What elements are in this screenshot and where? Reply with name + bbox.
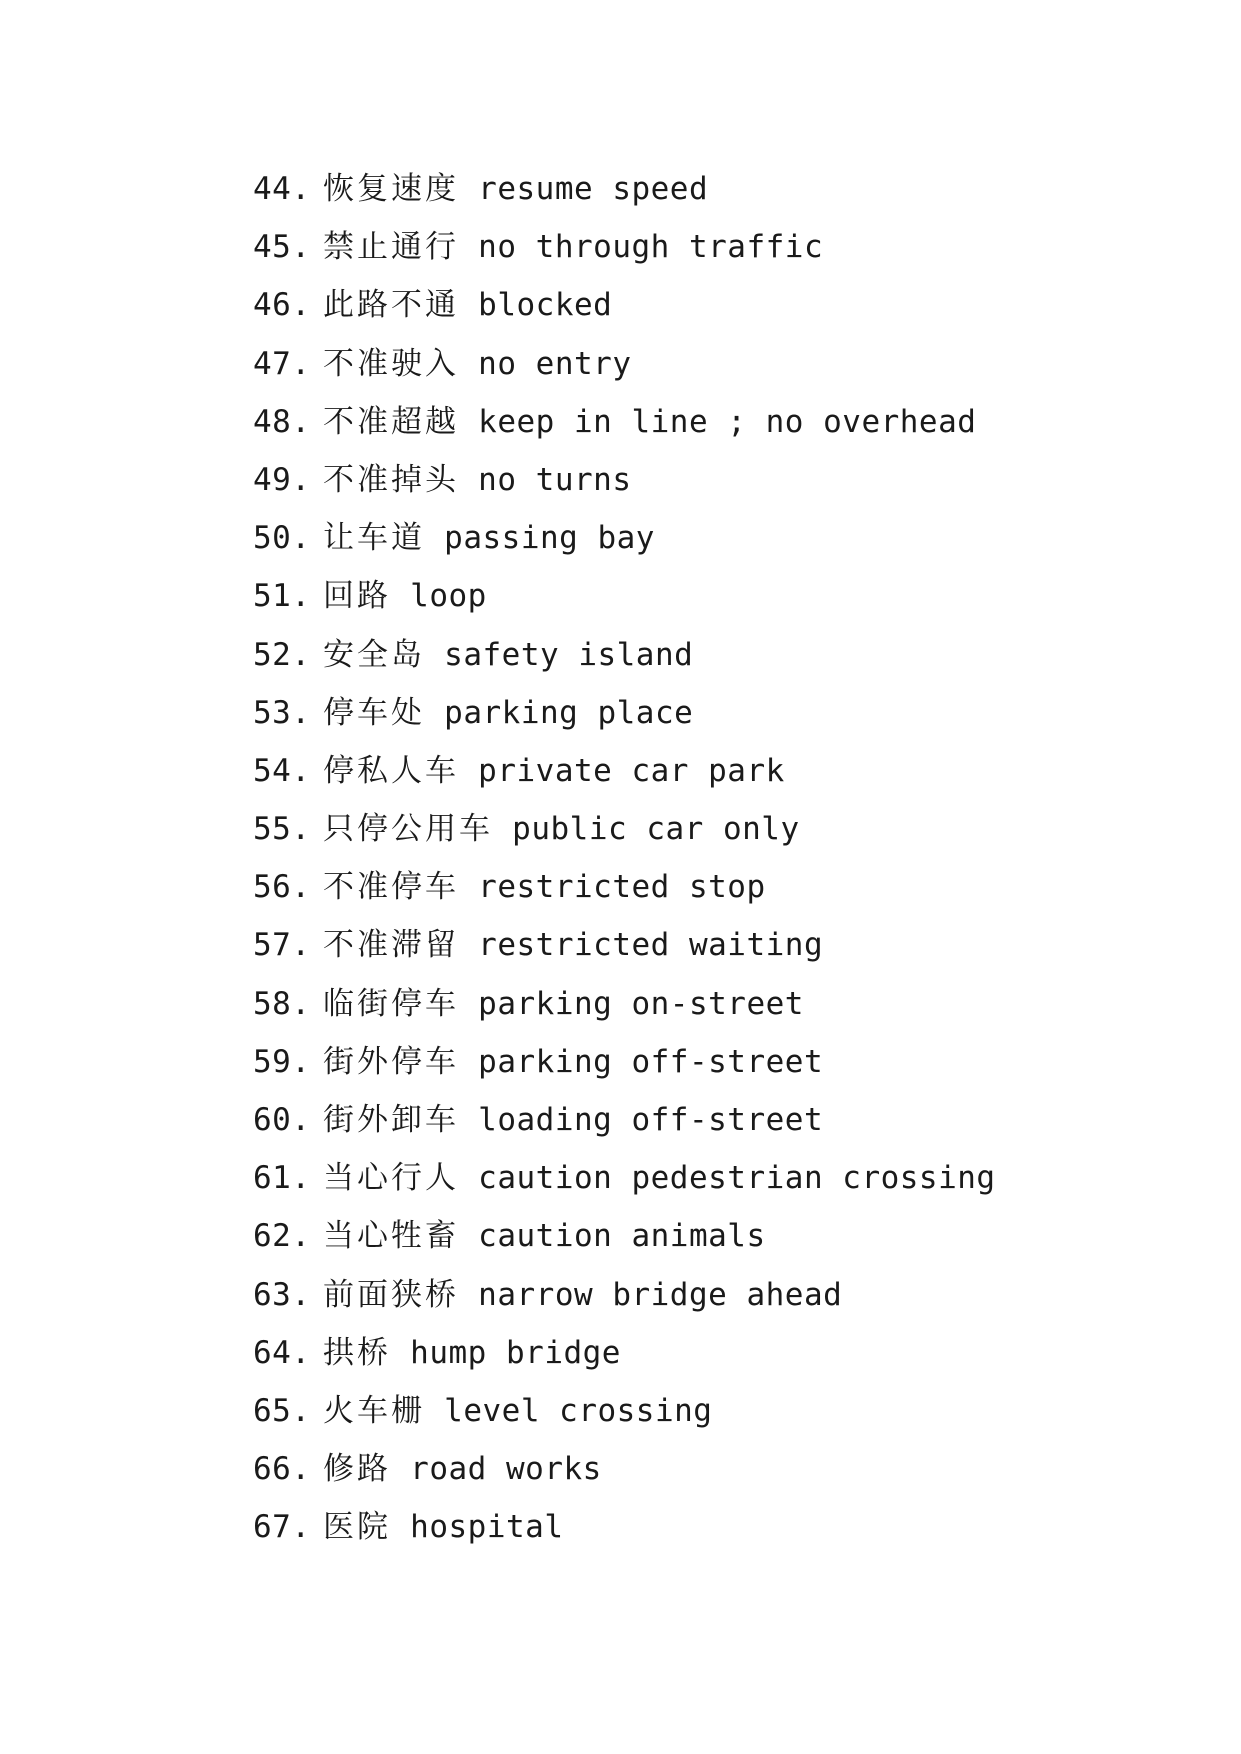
chinese-term: 临街停车	[323, 985, 459, 1022]
list-item	[253, 218, 996, 276]
item-number: 46.	[253, 287, 311, 324]
item-number: 63.	[253, 1276, 311, 1313]
item-number: 49.	[253, 461, 311, 498]
english-term: no through traffic	[478, 229, 824, 266]
item-number: 48.	[253, 403, 311, 440]
chinese-term: 街外卸车	[323, 1102, 459, 1138]
english-term: private car park	[478, 752, 785, 789]
list-item	[253, 1440, 996, 1498]
list-item	[253, 975, 996, 1033]
item-number: 44.	[253, 171, 311, 207]
list-item	[253, 800, 996, 858]
english-term: restricted stop	[478, 869, 766, 906]
list-item	[253, 742, 996, 800]
item-number: 54.	[253, 752, 311, 789]
english-term: parking place	[444, 694, 694, 731]
list-item	[253, 1033, 996, 1091]
item-number: 47.	[253, 345, 311, 382]
english-term: no entry	[478, 345, 632, 382]
chinese-term: 让车道	[323, 520, 425, 557]
item-number: 59.	[253, 1043, 311, 1080]
item-number: 61.	[253, 1160, 311, 1197]
glossary-list	[253, 160, 996, 1557]
item-number: 51.	[253, 578, 311, 615]
list-item	[253, 916, 996, 974]
english-term: narrow bridge ahead	[478, 1276, 843, 1313]
item-number: 67.	[253, 1509, 311, 1546]
chinese-term: 修路	[323, 1451, 391, 1488]
item-number: 45.	[253, 229, 311, 266]
english-term: restricted waiting	[478, 927, 824, 964]
chinese-term: 停私人车	[323, 752, 459, 789]
list-item	[253, 1266, 996, 1324]
english-term: keep in line ; no overhead	[478, 403, 977, 440]
chinese-term: 不准掉头	[323, 461, 459, 498]
english-term: parking off-street	[478, 1043, 824, 1080]
english-term: public car only	[512, 811, 800, 848]
chinese-term: 回路	[323, 578, 391, 615]
item-number: 56.	[253, 869, 311, 906]
item-number: 52.	[253, 636, 311, 673]
item-number: 60.	[253, 1102, 311, 1138]
chinese-term: 前面狭桥	[323, 1276, 459, 1313]
chinese-term: 不准滞留	[323, 927, 459, 964]
list-item	[253, 1498, 996, 1556]
english-term: loading off-street	[478, 1102, 824, 1138]
chinese-term: 当心行人	[323, 1160, 459, 1197]
list-item	[253, 858, 996, 916]
list-item	[253, 1149, 996, 1207]
list-item	[253, 276, 996, 334]
chinese-term: 禁止通行	[323, 229, 459, 266]
list-item	[253, 335, 996, 393]
english-term: caution pedestrian crossing	[478, 1160, 996, 1197]
english-term: loop	[410, 578, 487, 615]
english-term: resume speed	[478, 171, 709, 207]
chinese-term: 不准超越	[323, 403, 459, 440]
english-term: passing bay	[444, 520, 655, 557]
list-item	[253, 567, 996, 625]
item-number: 58.	[253, 985, 311, 1022]
chinese-term: 拱桥	[323, 1334, 391, 1371]
list-item	[253, 1207, 996, 1265]
item-number: 64.	[253, 1334, 311, 1371]
item-number: 50.	[253, 520, 311, 557]
chinese-term: 当心牲畜	[323, 1218, 459, 1255]
list-item	[253, 451, 996, 509]
item-number: 53.	[253, 694, 311, 731]
chinese-term: 恢复速度	[323, 171, 459, 207]
english-term: blocked	[478, 287, 613, 324]
english-term: road works	[410, 1451, 602, 1488]
english-term: no turns	[478, 461, 632, 498]
chinese-term: 不准驶入	[323, 345, 459, 382]
item-number: 55.	[253, 811, 311, 848]
chinese-term: 安全岛	[323, 636, 425, 673]
item-number: 62.	[253, 1218, 311, 1255]
chinese-term: 停车处	[323, 694, 425, 731]
chinese-term: 此路不通	[323, 287, 459, 324]
english-term: parking on-street	[478, 985, 804, 1022]
item-number: 57.	[253, 927, 311, 964]
english-term: hump bridge	[410, 1334, 621, 1371]
english-term: safety island	[444, 636, 694, 673]
chinese-term: 火车栅	[323, 1392, 425, 1429]
chinese-term: 不准停车	[323, 869, 459, 906]
list-item	[253, 160, 996, 218]
list-item	[253, 626, 996, 684]
english-term: level crossing	[444, 1392, 713, 1429]
list-item	[253, 509, 996, 567]
list-item	[253, 1091, 996, 1149]
list-item	[253, 1324, 996, 1382]
list-item	[253, 1382, 996, 1440]
english-term: caution animals	[478, 1218, 766, 1255]
item-number: 65.	[253, 1392, 311, 1429]
list-item	[253, 684, 996, 742]
list-item	[253, 393, 996, 451]
item-number: 66.	[253, 1451, 311, 1488]
chinese-term: 街外停车	[323, 1043, 459, 1080]
english-term: hospital	[410, 1509, 564, 1546]
chinese-term: 只停公用车	[323, 811, 493, 848]
chinese-term: 医院	[323, 1509, 391, 1546]
